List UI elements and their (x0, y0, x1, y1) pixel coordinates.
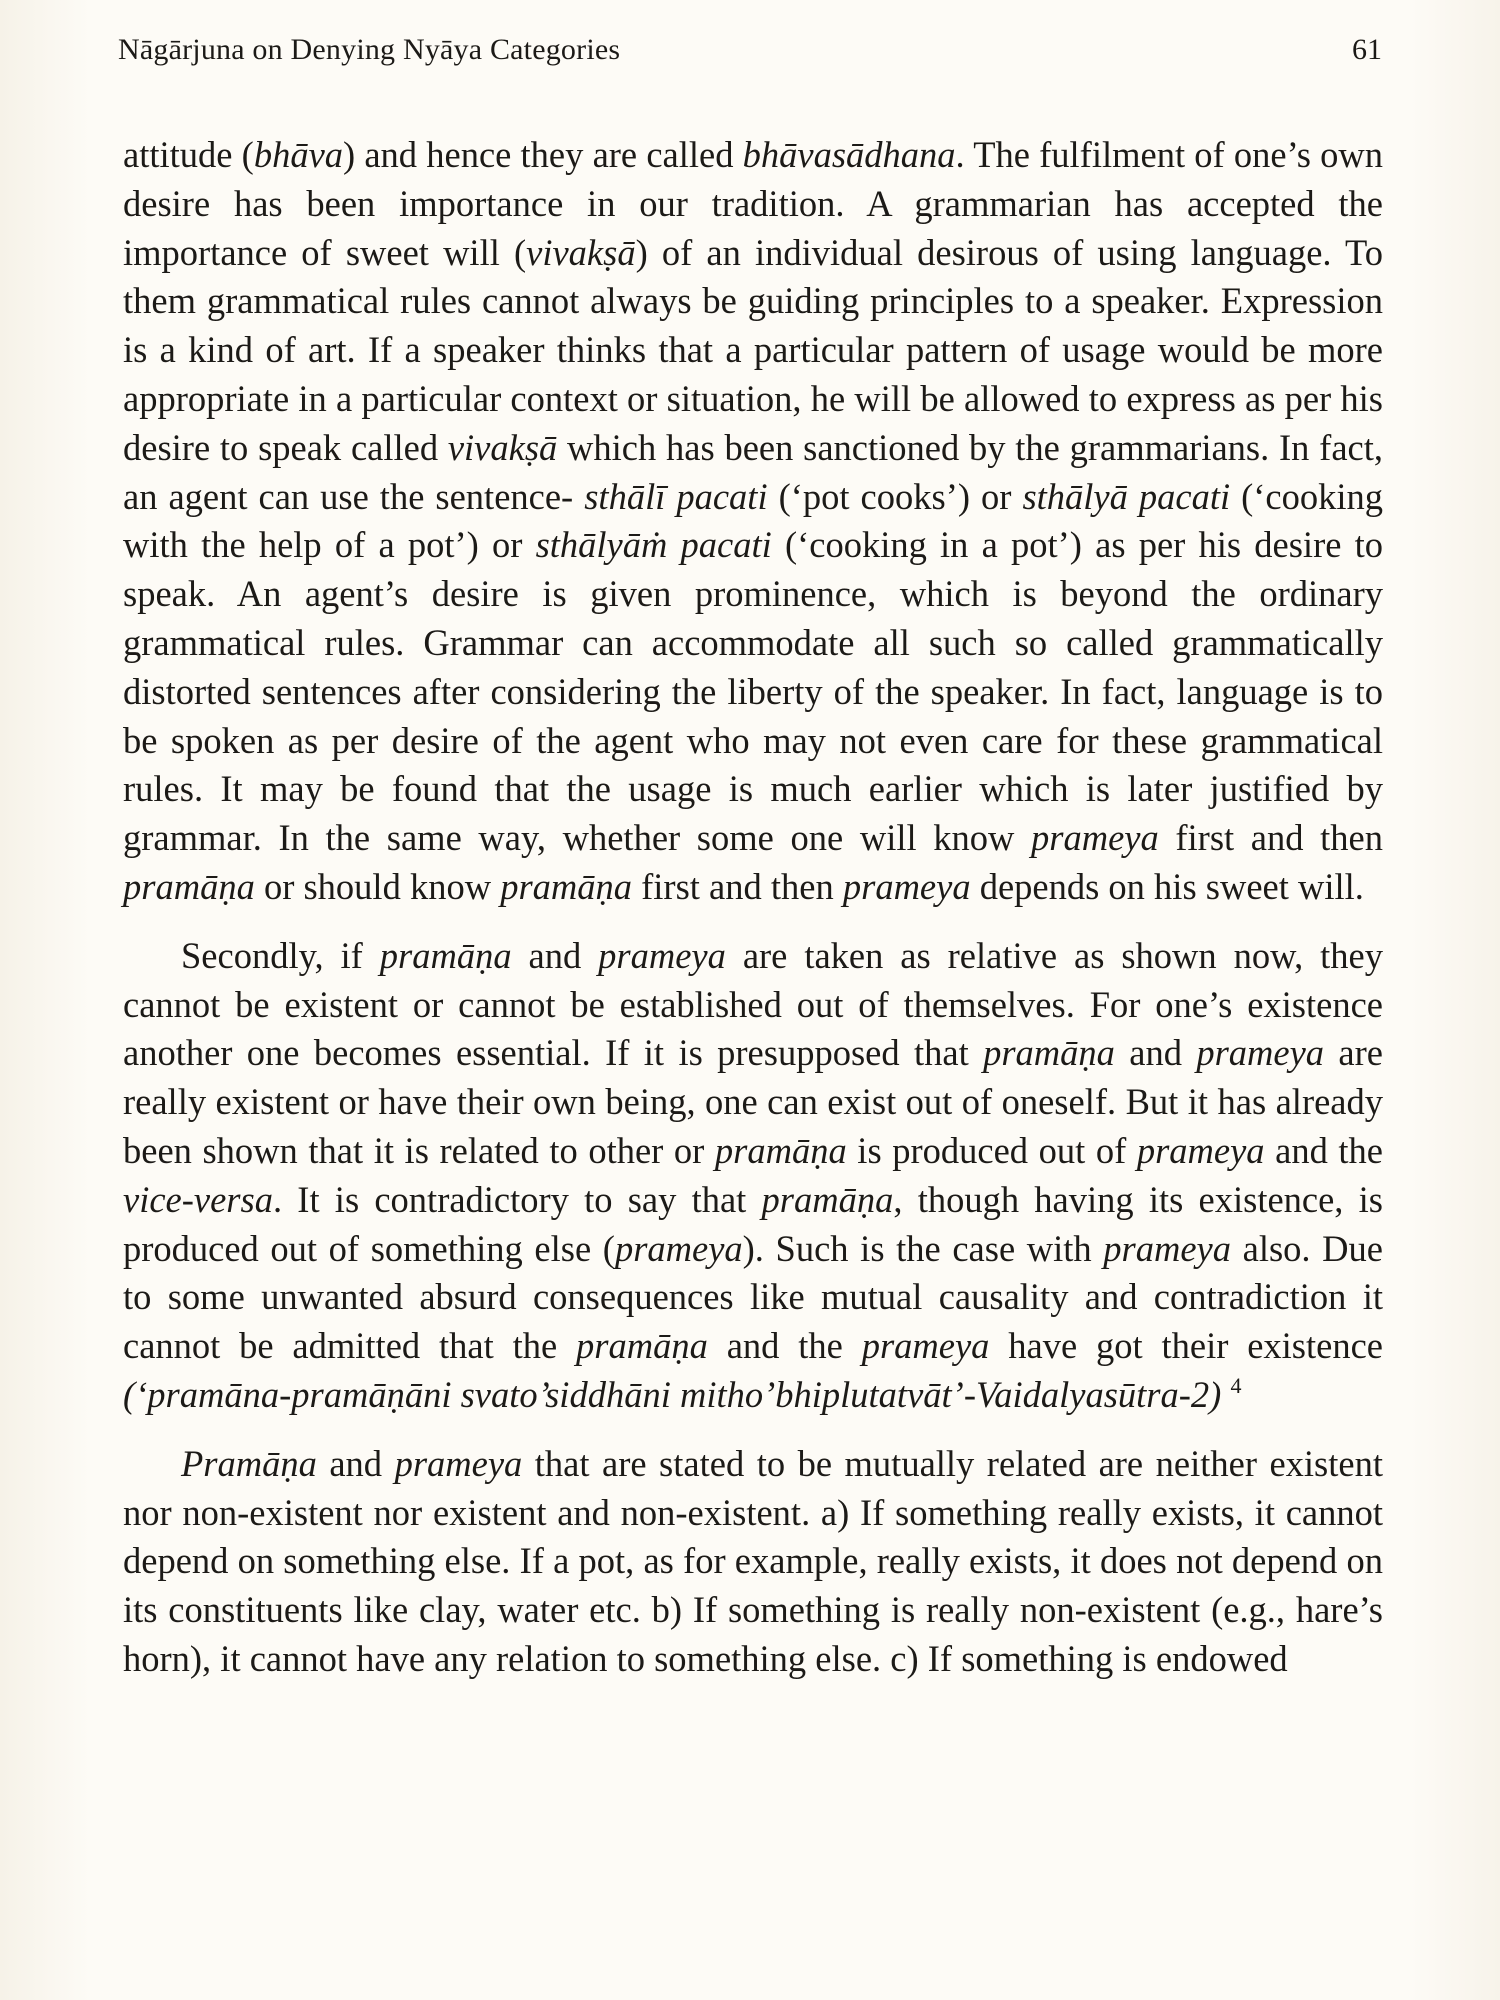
italic-term: prameya (861, 1325, 990, 1367)
text-run: attitude ( (123, 134, 254, 175)
text-run: depends on his sweet will. (970, 865, 1364, 907)
italic-term: pramāṇa (714, 1129, 847, 1171)
italic-term: pramāṇa (123, 865, 255, 907)
italic-term: prameya (1103, 1227, 1232, 1269)
text-run: . The fulfilment of one’s own desire has been importance in our tradition. A grammarian has accepted the importance of sweet will ( (123, 134, 1383, 273)
paragraph-1 (123, 131, 1383, 912)
italic-term: pramāṇa (379, 934, 512, 976)
text-run: or should know (254, 865, 501, 907)
text-run: Secondly, if (181, 934, 380, 976)
italic-term: (‘pramāna-pramāṇāni svato’siddhāni mitho’bhiplutatvāt’-Vaidalyasūtra-2) (123, 1373, 1222, 1415)
text-run: ) and hence they are called (343, 134, 743, 175)
page-number: 61 (1352, 33, 1382, 66)
italic-term: bhāva (253, 134, 344, 175)
italic-term: pramāṇa (983, 1032, 1115, 1074)
running-head-title: Nāgārjuna on Denying Nyāya Categories (118, 33, 621, 66)
italic-term: sthālī pacati (584, 475, 768, 517)
text-run: . It is contradictory to say that (272, 1178, 762, 1220)
text-run: ). Such is the case with (742, 1227, 1104, 1269)
italic-term: Pramāṇa (181, 1442, 317, 1484)
text-run: (‘cooking with the help of a pot’) or (123, 475, 1384, 566)
text-run: are really existent or have their own being, one can exist out of oneself. But it has already been shown that it is related to other or (123, 1032, 1383, 1171)
paragraph-3 (123, 1440, 1383, 1684)
text-run: first and then (1158, 817, 1383, 859)
text-run: , though having its existence, is produced out of something else ( (123, 1178, 1383, 1269)
paragraph-2 (123, 932, 1383, 1420)
italic-term: prameya (1031, 817, 1159, 859)
text-run: and (1114, 1032, 1197, 1074)
italic-term: sthālyā pacati (1022, 475, 1231, 517)
text-run: ) of an individual desirous of using language. To them grammatical rules cannot always be guiding principles to a speaker. Expression is a kind of art. If a speaker thinks that a particular pattern of usage would be more appropriate in a particular context or situation, he will be allowed to express as per his desire to speak called (123, 231, 1383, 468)
italic-term: sthālyāṁ pacati (535, 524, 772, 566)
text-run: and (511, 934, 599, 976)
text-run: that are stated to be mutually related are neither existent nor non-existent nor existent and non-existent. a) If something really exists, it cannot depend on something else. If a pot, as for example, really exists, it does not depend on its constituents like clay, water etc. b) If something is really non-existent (e.g., hare’s horn), it cannot have any relation to something else. c) If something is endowed (123, 1442, 1383, 1679)
body-text (123, 131, 1383, 1684)
italic-term: pramāṇa (500, 865, 633, 907)
italic-term: vivakṣā (447, 426, 558, 468)
running-head (118, 30, 1382, 70)
text-run: and the (707, 1325, 862, 1367)
italic-term: bhāvasādhana (742, 134, 956, 175)
italic-term: prameya (1136, 1129, 1265, 1171)
text-run: have got their existence (989, 1325, 1384, 1367)
italic-term: prameya (1196, 1032, 1325, 1074)
text-run: first and then (632, 865, 843, 907)
text-run: and the (1264, 1129, 1384, 1171)
italic-term: prameya (394, 1442, 523, 1484)
text-run: also. Due to some unwanted absurd consequences like mutual causality and contradiction it cannot be admitted that the (123, 1227, 1383, 1367)
text-run: which has been sanctioned by the grammarians. In fact, an agent can use the sentence- (123, 426, 1384, 517)
italic-term: prameya (614, 1227, 743, 1269)
text-run: (‘cooking in a pot’) as per his desire to speak. An agent’s desire is given prominence, which is beyond the ordinary grammatical rules. Grammar can accommodate all such so called grammatically distorted sentences after considering the liberty of the speaker. In fact, language is to be spoken as per desire of the agent who may not even care for these grammatical rules. It may be found that the usage is much earlier which is later justified by grammar. In the same way, whether some one will know (123, 524, 1384, 859)
italic-term: vice-versa (123, 1178, 273, 1220)
italic-term: prameya (842, 865, 971, 907)
italic-term: prameya (598, 934, 726, 976)
italic-term: pramāṇa (576, 1325, 708, 1367)
text-run: and (316, 1442, 395, 1484)
italic-term: pramāṇa (761, 1178, 894, 1220)
footnote-marker: 4 (1230, 1372, 1242, 1398)
italic-term: vivakṣā (526, 231, 636, 273)
text-run: (‘pot cooks’) or (767, 475, 1023, 517)
text-run: are taken as relative as shown now, they cannot be existent or cannot be established out of themselves. For one’s existence another one becomes essential. If it is presupposed that (123, 934, 1383, 1074)
text-run: is produced out of (846, 1129, 1137, 1171)
